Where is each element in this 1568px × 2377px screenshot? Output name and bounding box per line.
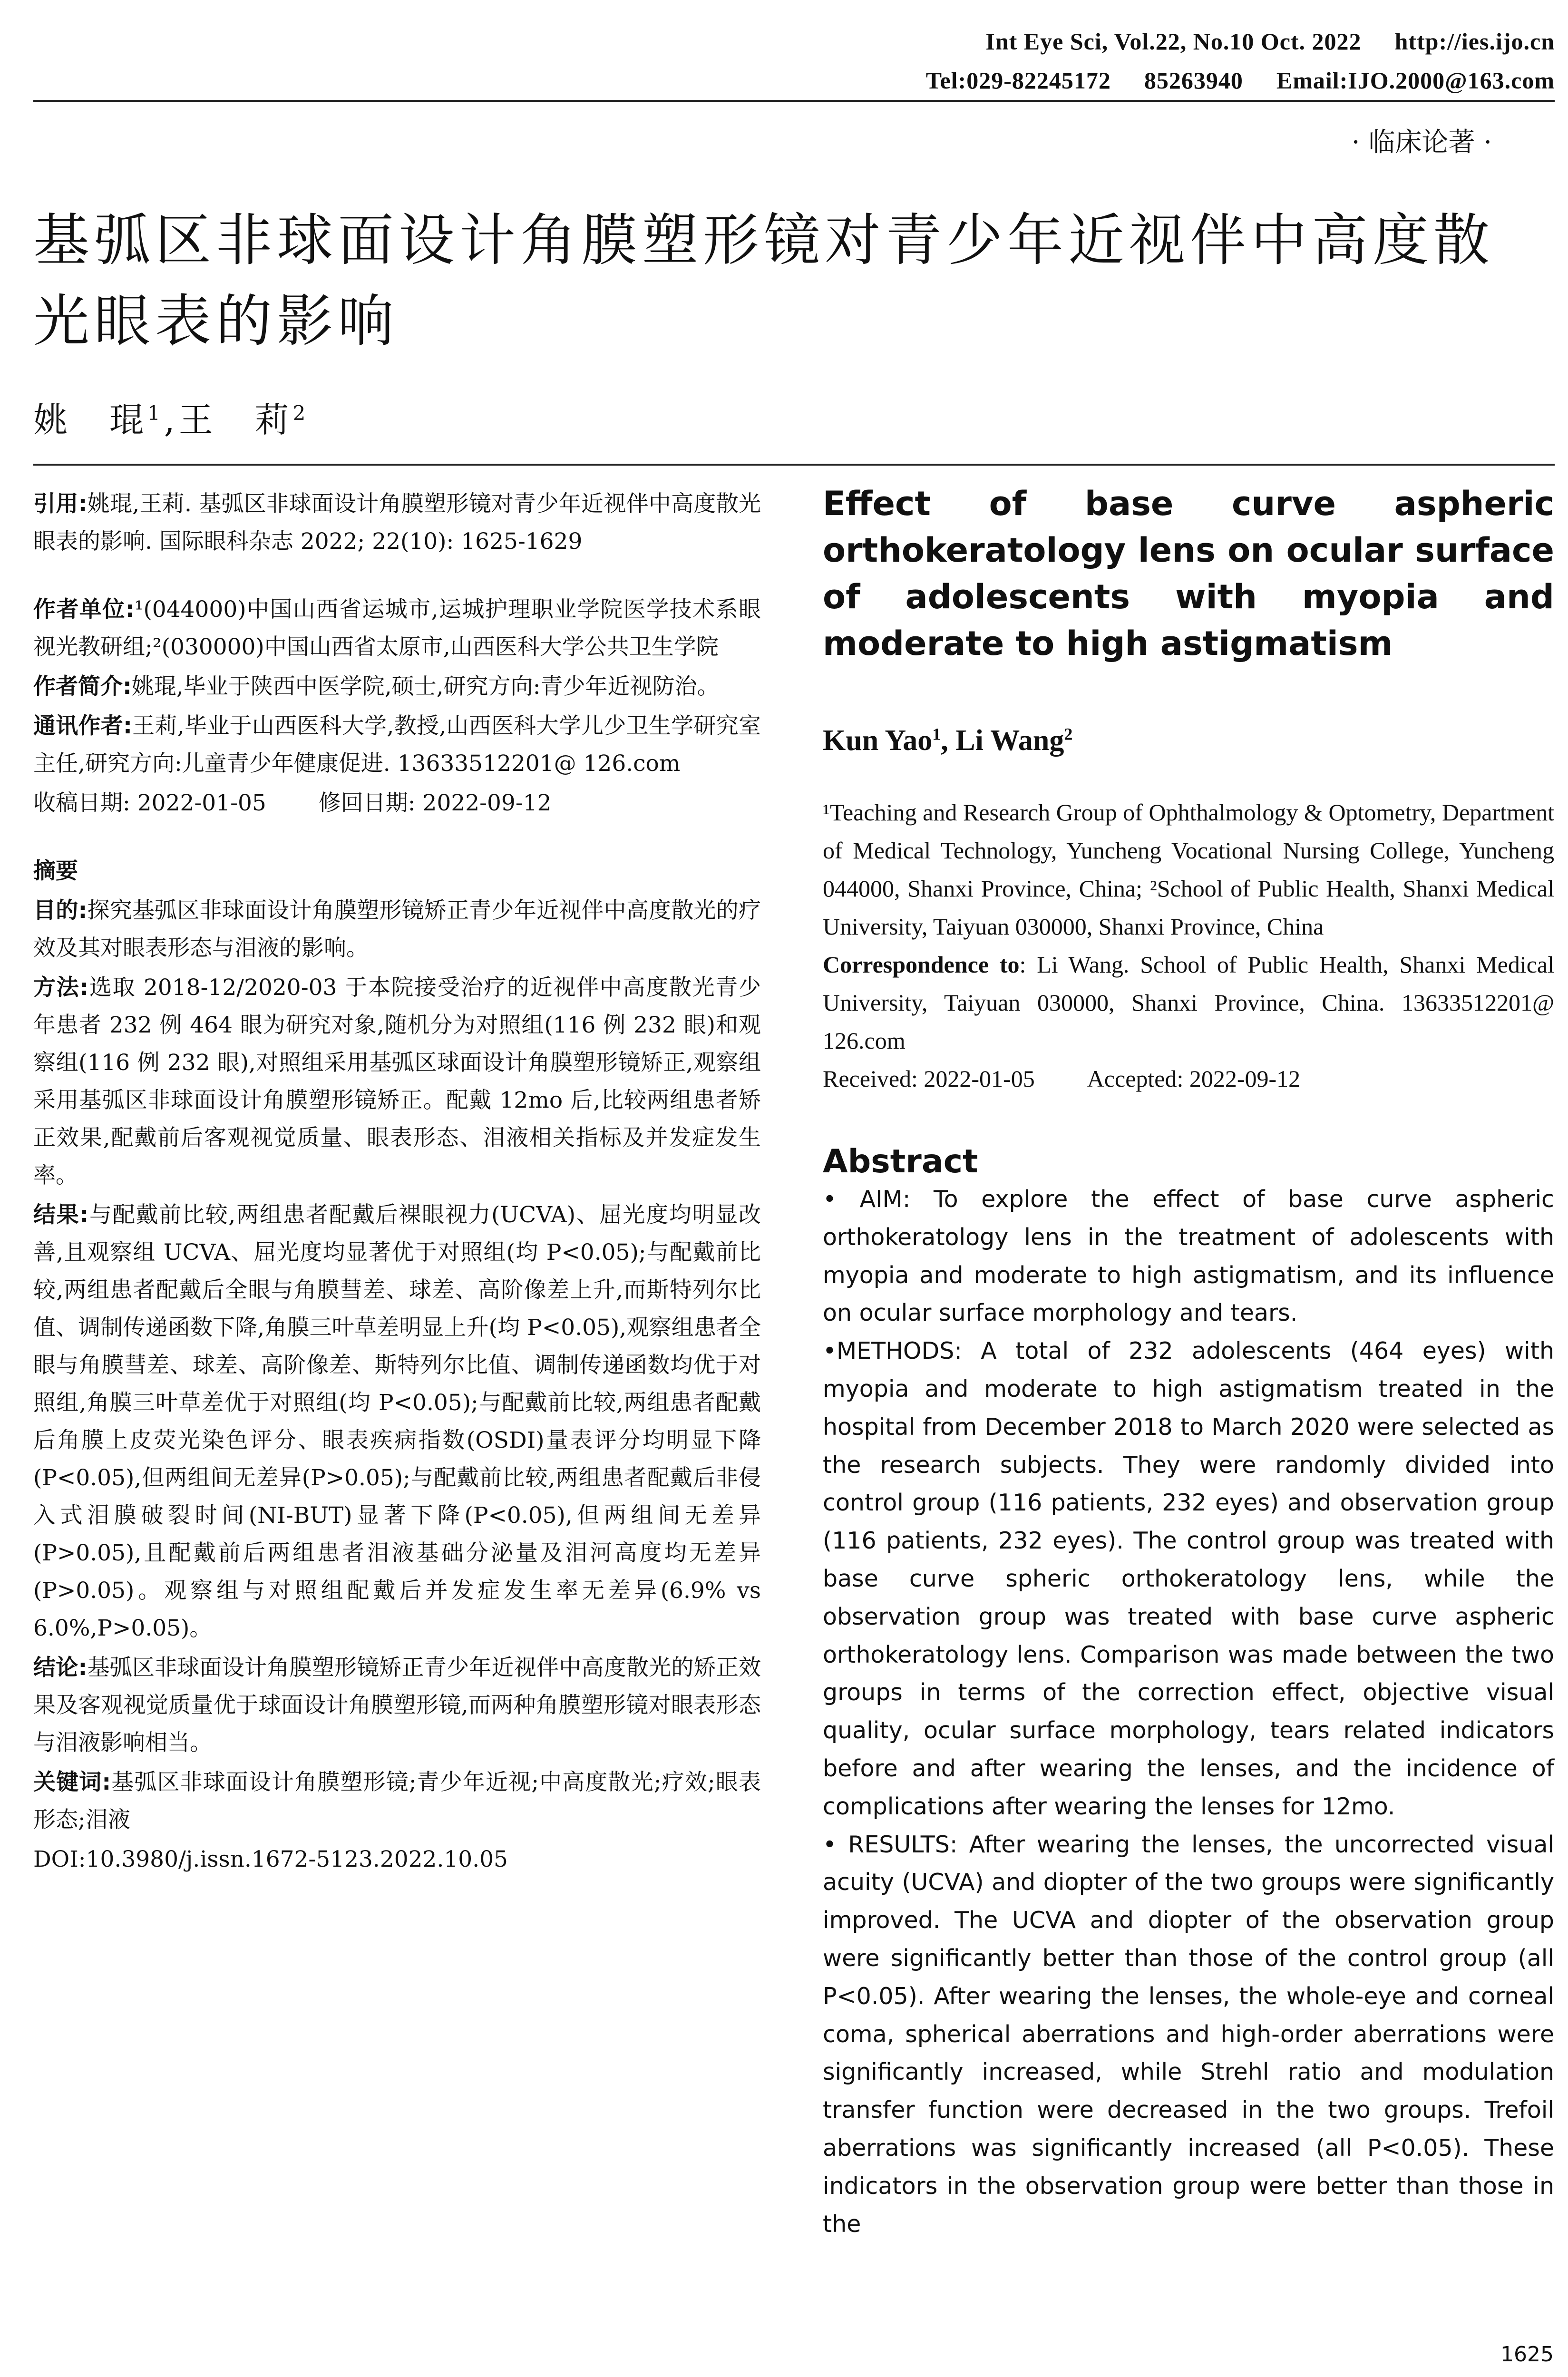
header-rule [33, 100, 1555, 102]
chinese-title: 基弧区非球面设计角膜塑形镜对青少年近视伴中高度散光眼表的影响 [33, 207, 1495, 354]
author-1: 姚 琨 [33, 400, 148, 440]
citation-label: 引用: [33, 491, 88, 517]
citation-text: 姚琨,王莉. 基弧区非球面设计角膜塑形镜对青少年近视伴中高度散光眼表的影响. 国际眼科杂志 2022; 22(10): 1625-1629 [33, 491, 761, 555]
english-correspondence [823, 945, 1554, 1060]
page-number: 1625 [1500, 2342, 1554, 2367]
methods-label-cn: 方法: [33, 974, 89, 1001]
section-tag: · 临床论著 · [1351, 127, 1492, 158]
conclusion-label-cn: 结论: [33, 1655, 88, 1681]
results-label-cn: 结果: [33, 1202, 89, 1228]
en-corr-text: : Li Wang. School of Public Health, Shanxi Medical University, Taiyuan 030000, Shanxi Province, China. 13633512201@ 126.com [823, 951, 1554, 1054]
right-column [823, 480, 1554, 2243]
chinese-authors [33, 392, 309, 442]
keywords-label-cn: 关键词: [33, 1769, 111, 1795]
en-corr-label: Correspondence to [823, 951, 1020, 978]
abstract-body-en [823, 1180, 1554, 2243]
english-authors [823, 724, 1554, 758]
journal-url[interactable]: http://ies.ijo.cn [1394, 28, 1555, 55]
received-date: 收稿日期: 2022-01-05 [33, 790, 266, 816]
bio-block [33, 668, 761, 705]
authors-rule [33, 464, 1555, 466]
en-author-2-mark: 2 [1064, 724, 1073, 744]
results-en: • RESULTS: After wearing the lenses, the uncorrected visual acuity (UCVA) and diopter of the two groups were significantly improved. The UCVA and diopter of the observation group were significantly better than those of the control group (all P<0.05). After wearing the lenses, the whole-eye and corneal coma, spherical aberrations and high-order aberrations were significantly increased, while Strehl ratio and modulation transfer function were decreased in the two groups. Trefoil aberrations was significantly increased (all P<0.05). These indicators in the observation group were better than those in the [823, 1831, 1554, 2238]
results-block-cn [33, 1196, 761, 1647]
journal-tel: Tel:029-82245172 [925, 67, 1111, 94]
methods-text-cn: 选取 2018-12/2020-03 于本院接受治疗的近视伴中高度散光青少年患者 232 例 464 眼为研究对象,随机分为对照组(116 例 232 眼)和观察组(116 例 232 眼),对照组采用基弧区球面设计角膜塑形镜矫正,观察组采用基弧区非球面设计角膜塑形镜矫正。配戴 12mo 后,比较两组患者矫正效果,配戴前后客观视觉质量、眼表形态、泪液相关指标及并发症发生率。 [33, 974, 761, 1188]
affiliation-label: 作者单位: [33, 596, 135, 623]
correspondence-text: 王莉,毕业于山西医科大学,教授,山西医科大学儿少卫生学研究室主任,研究方向:儿童青少年健康促进. 13633512201@ 126.com [33, 713, 761, 777]
abstract-heading-en: Abstract [823, 1143, 978, 1180]
en-author-1-mark: 1 [932, 724, 941, 744]
english-title: Effect of base curve aspheric orthokeratology lens on ocular surface of adolescents with myopia and moderate to high astigmatism [823, 484, 1554, 663]
keywords-text-cn: 基弧区非球面设计角膜塑形镜;青少年近视;中高度散光;疗效;眼表形态;泪液 [33, 1769, 761, 1833]
en-author-2: , Li Wang [941, 724, 1064, 757]
keywords-block-cn [33, 1763, 761, 1839]
en-author-1: Kun Yao [823, 724, 933, 757]
aim-label-cn: 目的: [33, 897, 88, 924]
journal-citation: Int Eye Sci, Vol.22, No.10 Oct. 2022 [985, 28, 1362, 55]
english-dates [823, 1060, 1554, 1098]
dates-block [33, 784, 761, 822]
methods-en: •METHODS: A total of 232 adolescents (464 eyes) with myopia and moderate to high astigmatism treated in the hospital from December 2018 to March 2020 were selected as the research subjects. They were randomly divided into control group (116 patients, 232 eyes) and observation group (116 patients, 232 eyes). The control group was treated with base curve spheric orthokeratology lens, while the observation group was treated with base curve aspheric orthokeratology lens. Comparison was made between the two groups in terms of the correction effect, objective visual quality, ocular surface morphology, tears related indicators before and after wearing the lenses, and the incidence of complications after wearing the lenses for 12mo. [823, 1337, 1554, 1820]
revised-date: 修回日期: 2022-09-12 [318, 790, 552, 816]
citation-block [33, 485, 761, 560]
author-1-affil-mark: 1 [147, 401, 164, 425]
conclusion-text-cn: 基弧区非球面设计角膜塑形镜矫正青少年近视伴中高度散光的矫正效果及客观视觉质量优于球面设计角膜塑形镜,而两种角膜塑形镜对眼表形态与泪液影响相当。 [33, 1655, 761, 1756]
journal-tel-2: 85263940 [1144, 67, 1243, 94]
left-column [33, 485, 761, 1880]
aim-text-cn: 探究基弧区非球面设计角膜塑形镜矫正青少年近视伴中高度散光的疗效及其对眼表形态与泪液的影响。 [33, 897, 761, 961]
author-2: 王 莉 [178, 400, 293, 440]
en-accepted: Accepted: 2022-09-12 [1087, 1065, 1301, 1092]
conclusion-block-cn [33, 1649, 761, 1762]
aim-en: • AIM: To explore the effect of base curve aspheric orthokeratology lens in the treatment of adolescents with myopia and moderate to high astigmatism, and its influence on ocular surface morphology and tears. [823, 1186, 1554, 1327]
correspondence-block [33, 707, 761, 782]
bio-label: 作者简介: [33, 673, 132, 700]
affiliation-text: ¹(044000)中国山西省运城市,运城护理职业学院医学技术系眼视光教研组;²(030000)中国山西省太原市,山西医科大学公共卫生学院 [33, 596, 761, 660]
bio-text: 姚琨,毕业于陕西中医学院,硕士,研究方向:青少年近视防治。 [131, 673, 720, 700]
author-separator: , [164, 400, 179, 440]
aim-block-cn [33, 892, 761, 967]
results-text-cn: 与配戴前比较,两组患者配戴后裸眼视力(UCVA)、屈光度均明显改善,且观察组 UCVA、屈光度均显著优于对照组(均 P<0.05);与配戴前比较,两组患者配戴后全眼与角膜彗差、球差、高阶像差上升,而斯特列尔比值、调制传递函数下降,角膜三叶草差明显上升(均 P<0.05),观察组患者全眼与角膜彗差、球差、高阶像差、斯特列尔比值、调制传递函数均优于对照组,角膜三叶草差优于对照组(均 P<0.05);与配戴前比较,两组患者配戴后角膜上皮荧光染色评分、眼表疾病指数(OSDI)量表评分均明显下降(P<0.05),但两组间无差异(P>0.05);与配戴前比较,两组患者配戴后非侵入式泪膜破裂时间(NI-BUT)显著下降(P<0.05),但两组间无差异(P>0.05),且配戴前后两组患者泪液基础分泌量及泪河高度均无差异(P>0.05)。观察组与对照组配戴后并发症发生率无差异(6.9% vs 6.0%,P>0.05)。 [33, 1202, 761, 1641]
abstract-heading-cn: 摘要 [33, 858, 78, 884]
methods-block-cn [33, 969, 761, 1194]
journal-header-line-2 [926, 67, 1555, 94]
correspondence-label: 通讯作者: [33, 713, 132, 739]
en-received: Received: 2022-01-05 [823, 1065, 1035, 1092]
affiliation-block [33, 591, 761, 666]
journal-email[interactable]: Email:IJO.2000@163.com [1276, 67, 1555, 94]
journal-header-line-1 [985, 28, 1555, 55]
english-affiliations: ¹Teaching and Research Group of Ophthalmology & Optometry, Department of Medical Technology, Yuncheng Vocational Nursing College, Yuncheng 044000, Shanxi Province, China; ²School of Public Health, Shanxi Medical University, Taiyuan 030000, Shanxi Province, China [823, 799, 1554, 940]
author-2-affil-mark: 2 [292, 401, 310, 425]
doi[interactable]: DOI:10.3980/j.issn.1672-5123.2022.10.05 [33, 1846, 508, 1872]
